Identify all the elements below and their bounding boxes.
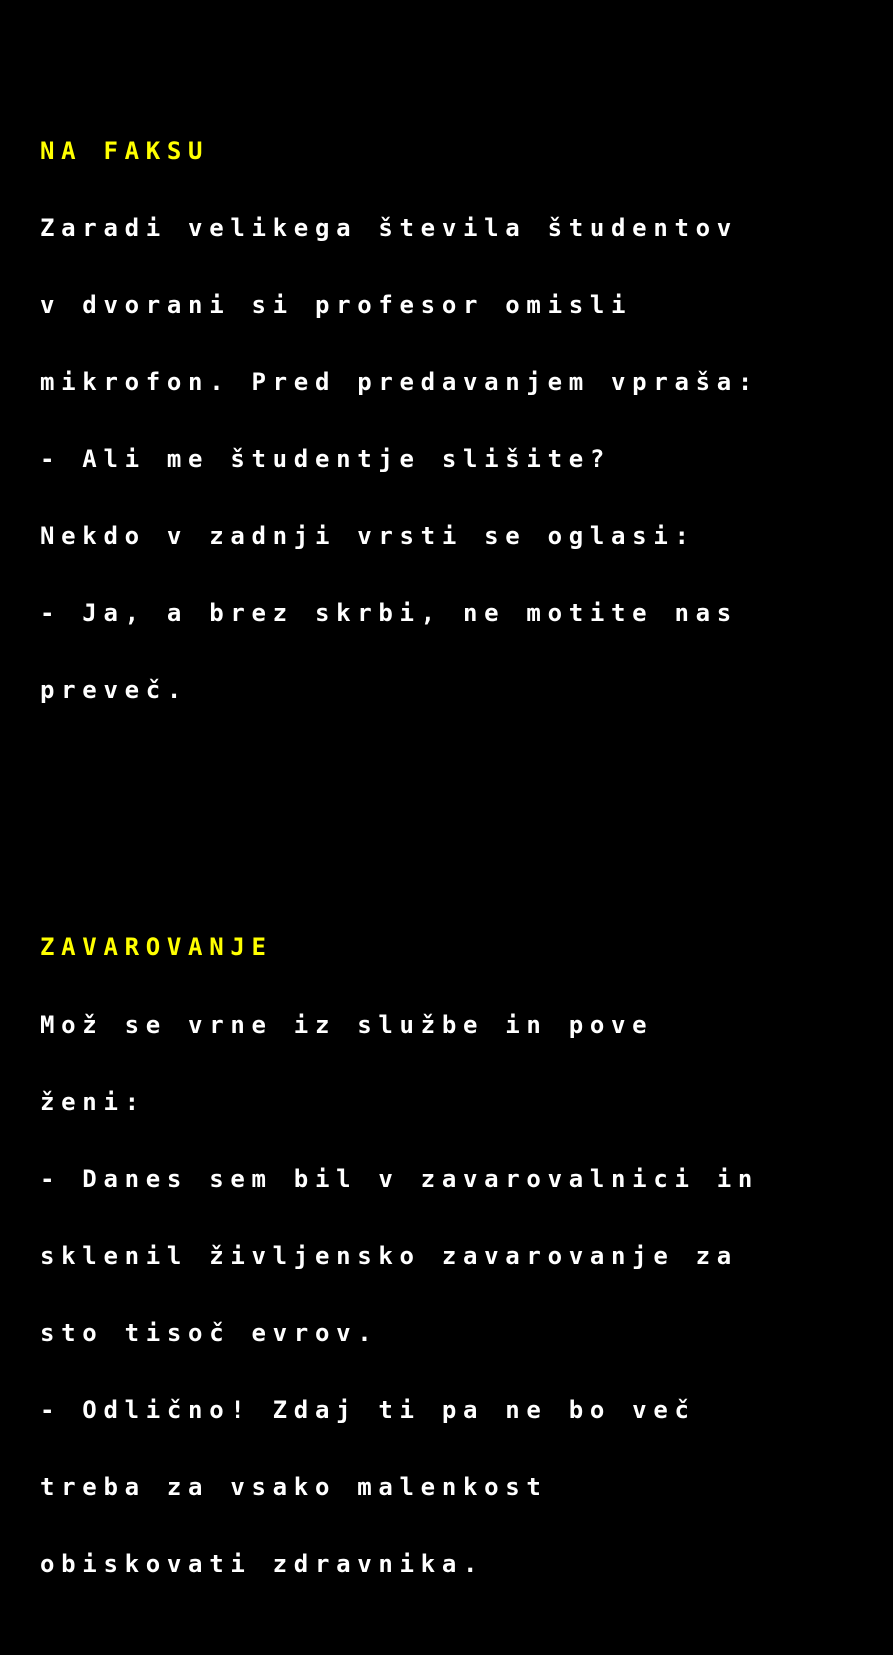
joke-line: obiskovati zdravnika. bbox=[40, 1550, 485, 1579]
joke-line: Zaradi velikega števila študentov bbox=[40, 213, 738, 242]
joke-line: - Ja, a brez skrbi, ne motite nas bbox=[40, 599, 738, 628]
joke-line: sklenil življensko zavarovanje za bbox=[40, 1241, 738, 1270]
joke-zavarovanje bbox=[40, 884, 885, 1629]
joke-line: sto tisoč evrov. bbox=[40, 1318, 379, 1347]
joke-title: ZAVAROVANJE bbox=[40, 933, 273, 962]
joke-title: NA FAKSU bbox=[40, 136, 210, 165]
teletext-page bbox=[40, 36, 885, 1655]
joke-line: - Odlično! Zdaj ti pa ne bo več bbox=[40, 1396, 696, 1425]
joke-line: Nekdo v zadnji vrsti se oglasi: bbox=[40, 522, 696, 551]
joke-line: treba za vsako malenkost bbox=[40, 1473, 548, 1502]
joke-line: preveč. bbox=[40, 676, 189, 705]
spacer bbox=[40, 807, 885, 833]
joke-line: - Danes sem bil v zavarovalnici in bbox=[40, 1164, 760, 1193]
joke-line: ženi: bbox=[40, 1087, 146, 1116]
joke-line: - Ali me študentje slišite? bbox=[40, 445, 612, 474]
joke-line: Mož se vrne iz službe in pove bbox=[40, 1010, 654, 1039]
joke-line: mikrofon. Pred predavanjem vpraša: bbox=[40, 368, 760, 397]
joke-na-faksu bbox=[40, 87, 885, 755]
joke-line: v dvorani si profesor omisli bbox=[40, 291, 633, 319]
